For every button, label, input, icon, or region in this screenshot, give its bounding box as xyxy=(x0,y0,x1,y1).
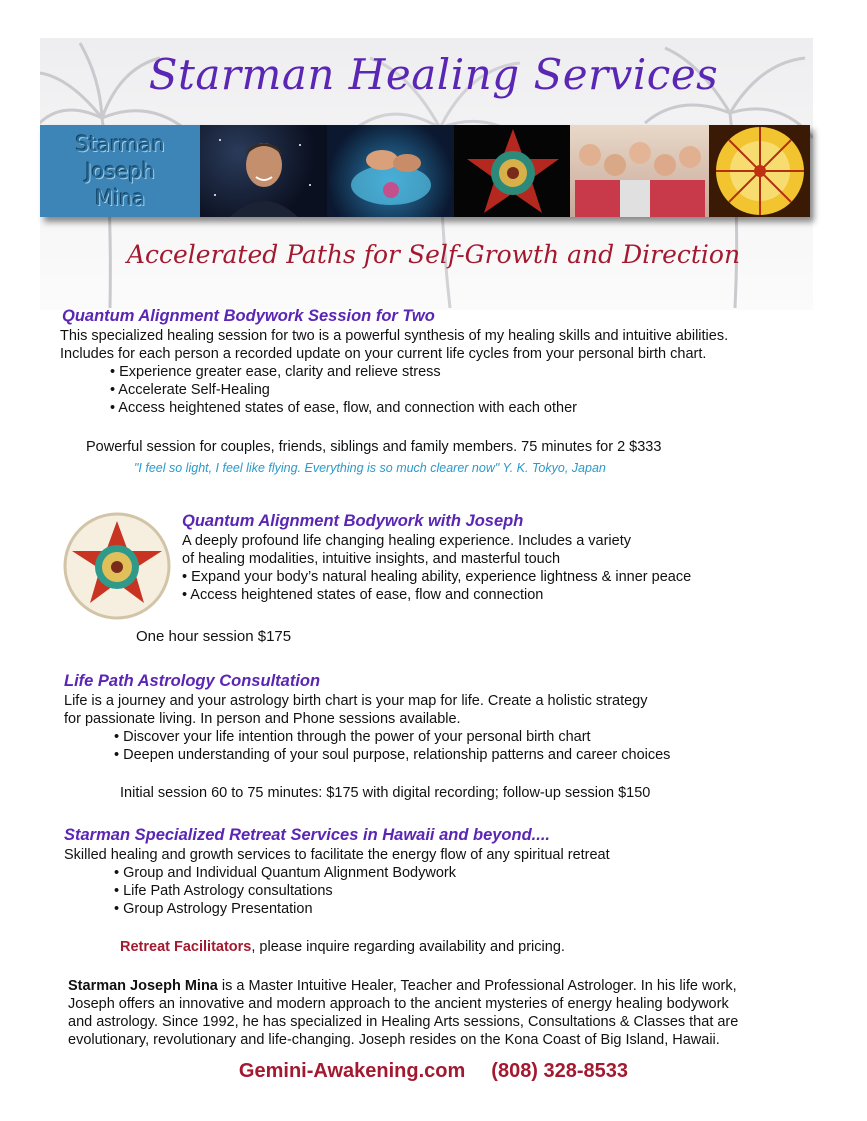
list-item: • Group Astrology Presentation xyxy=(114,901,313,917)
paragraph-line: of healing modalities, intuitive insights, and masterful touch xyxy=(182,551,561,567)
section-body xyxy=(182,532,691,604)
facilitators-label: Retreat Facilitators xyxy=(120,939,252,955)
star-mandala-photo xyxy=(454,125,571,217)
zodiac-wheel-photo xyxy=(709,125,810,217)
price-line: Powerful session for couples, friends, siblings and family members. 75 minutes for 2 $333 xyxy=(86,439,662,455)
price-line: Initial session 60 to 75 minutes: $175 with digital recording; follow-up session $150 xyxy=(120,785,651,801)
section-heading-retreat-services: Starman Specialized Retreat Services in Hawaii and beyond.... xyxy=(64,826,551,844)
bio-paragraph xyxy=(68,977,738,1049)
bullet-list xyxy=(110,363,577,417)
banner-name-line: Mina xyxy=(95,185,146,210)
paragraph-line: A deeply profound life changing healing experience. Includes a variety xyxy=(182,533,631,549)
section-intro xyxy=(64,692,648,728)
section-intro xyxy=(60,327,728,363)
list-item: • Experience greater ease, clarity and relieve stress xyxy=(110,364,441,380)
bio-text: is a Master Intuitive Healer, Teacher and Professional Astrologer. In his life work, xyxy=(217,978,737,994)
bio-line: and astrology. Since 1992, he has specialized in Healing Arts sessions, Consultations & Classes that are xyxy=(68,1014,739,1030)
bullet-list xyxy=(114,864,456,918)
list-item: • Group and Individual Quantum Alignment Bodywork xyxy=(114,865,456,881)
section-heading-astrology: Life Path Astrology Consultation xyxy=(64,672,321,690)
testimonial-quote: "I feel so light, I feel like flying. Everything is so much clearer now" Y. K. Tokyo, Japan xyxy=(134,461,606,475)
paragraph-line: Includes for each person a recorded update on your current life cycles from your personal birth chart. xyxy=(60,346,707,362)
list-item: • Access heightened states of ease, flow, and connection with each other xyxy=(110,400,577,416)
bullet-list xyxy=(114,728,670,764)
paragraph-line: Life is a journey and your astrology birth chart is your map for life. Create a holistic strategy xyxy=(64,693,648,709)
list-item: • Discover your life intention through the power of your personal birth chart xyxy=(114,729,591,745)
group-photo xyxy=(570,125,709,217)
list-item: • Deepen understanding of your soul purpose, relationship patterns and career choices xyxy=(114,747,671,763)
banner-name-panel xyxy=(40,125,200,217)
section-intro: Skilled healing and growth services to facilitate the energy flow of any spiritual retreat xyxy=(64,847,610,863)
list-item: • Life Path Astrology consultations xyxy=(114,883,333,899)
bio-name: Starman Joseph Mina xyxy=(68,978,218,994)
healing-session-photo xyxy=(327,125,454,217)
portrait-photo xyxy=(200,125,327,217)
website-link[interactable]: Gemini-Awakening.com xyxy=(238,1060,466,1082)
facilitators-line xyxy=(120,938,565,956)
bio-line: evolutionary, revolutionary and life-changing. Joseph resides on the Kona Coast of Big Island, Hawaii. xyxy=(68,1032,720,1048)
paragraph-line: for passionate living. In person and Phone sessions available. xyxy=(64,711,461,727)
section-heading-session-for-two: Quantum Alignment Bodywork Session for Two xyxy=(62,307,435,325)
page-title: Starman Healing Services xyxy=(148,50,719,99)
bio-line: Joseph offers an innovative and modern approach to the ancient mysteries of energy healing bodywork xyxy=(68,996,729,1012)
facilitators-text: , please inquire regarding availability and pricing. xyxy=(251,939,565,955)
contact-footer xyxy=(0,1060,867,1083)
banner-name-line: Joseph xyxy=(85,158,155,183)
star-mandala-logo xyxy=(62,511,172,621)
list-item: • Expand your body’s natural healing ability, experience lightness & inner peace xyxy=(182,569,692,585)
price-line: One hour session $175 xyxy=(136,628,292,645)
tagline: Accelerated Paths for Self-Growth and Direction xyxy=(126,240,741,269)
section-heading-bodywork-with-joseph: Quantum Alignment Bodywork with Joseph xyxy=(182,512,524,530)
list-item: • Accelerate Self-Healing xyxy=(110,382,270,398)
list-item: • Access heightened states of ease, flow and connection xyxy=(182,587,544,603)
paragraph-line: This specialized healing session for two is a powerful synthesis of my healing skills and intuitive abilities. xyxy=(60,328,729,344)
phone-number: (808) 328-8533 xyxy=(491,1060,629,1082)
banner-name-line: Starman xyxy=(75,131,165,156)
photo-banner xyxy=(40,125,810,217)
